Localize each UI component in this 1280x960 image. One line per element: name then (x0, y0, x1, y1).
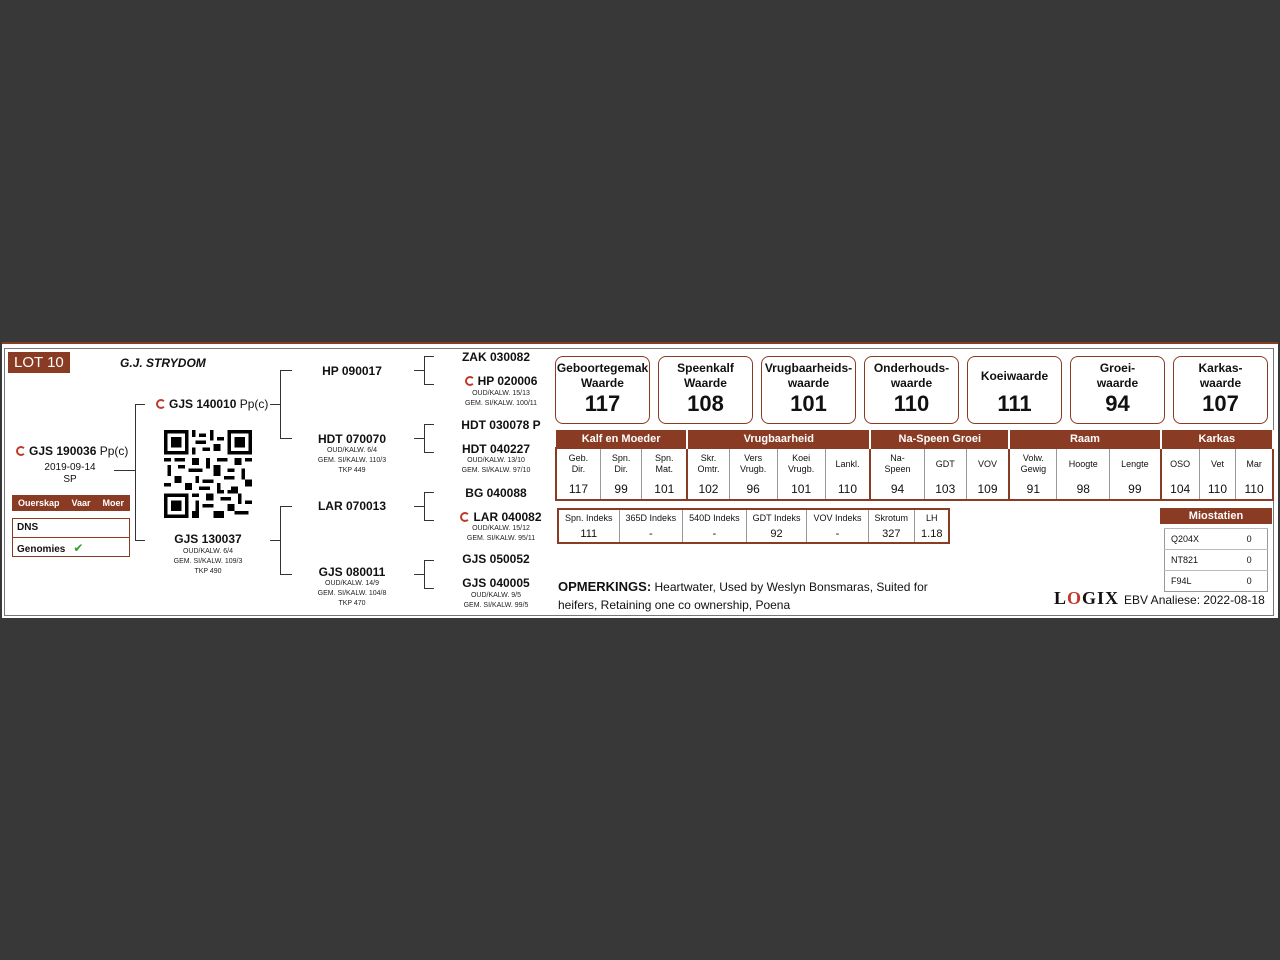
value-box-cow (967, 356, 1062, 424)
connector (135, 540, 145, 541)
value-box-carcass (1173, 356, 1268, 424)
ggp-dsd (446, 510, 556, 524)
ebv-label: Mar (1236, 448, 1273, 479)
myostatin-row (1165, 571, 1268, 592)
ggp-sds: HDT 030078 P (461, 418, 541, 432)
grand-dam-sire: HDT 070070 (317, 432, 387, 446)
ggp-sdd-calving: OUD/KALW. 13/10 (467, 457, 525, 464)
myostatin-table (1164, 528, 1268, 592)
index-value: - (807, 526, 868, 543)
value-box-value: 117 (584, 391, 621, 416)
group-post-wean: Na-Speen Groei (870, 430, 1009, 448)
ggp-dss: BG 040088 (465, 486, 527, 500)
index-value: 92 (746, 526, 807, 543)
ebv-analysis-date: EBV Analiese: 2022-08-18 (1124, 593, 1265, 607)
ebv-label: Vet (1199, 448, 1235, 479)
ownership-header (12, 495, 130, 511)
value-box-title: Karkas- waarde (1198, 361, 1243, 390)
value-box-value: 108 (687, 391, 724, 416)
connector (424, 520, 434, 521)
index-label: Spn. Indeks (558, 509, 619, 526)
genomics-row (13, 538, 129, 556)
myostatin-key: F94L (1165, 571, 1241, 592)
value-box-value: 110 (893, 391, 930, 416)
group-carcass: Karkas (1161, 430, 1273, 448)
genomics-logo-icon (460, 512, 470, 522)
grand-sire-sire: HP 090017 (322, 364, 382, 378)
ebv-value: 96 (729, 479, 777, 500)
myostatin-row (1165, 550, 1268, 571)
ebv-label: OSO (1161, 448, 1200, 479)
animal-id (16, 444, 128, 458)
animal-suffix: Pp(c) (99, 444, 129, 458)
lot-card (2, 342, 1278, 618)
ggp-ssd-wean: GEM. SI/KALW. 100/11 (464, 400, 538, 407)
myostatin-key: NT821 (1165, 550, 1241, 571)
value-box-birth-ease (555, 356, 650, 424)
ggp-dsd-calving: OUD/KALW. 15/12 (472, 525, 530, 532)
logix-logo: LOGIX (1054, 588, 1120, 608)
ebv-label: GDT (924, 448, 966, 479)
ebv-label: Spn. Mat. (642, 448, 687, 479)
myostatin-panel (1160, 508, 1272, 592)
index-label: VOV Indeks (807, 509, 868, 526)
qr-code (164, 430, 252, 518)
connector (135, 404, 136, 540)
genomics-logo-icon (465, 376, 475, 386)
group-frame: Raam (1009, 430, 1160, 448)
connector (424, 492, 425, 520)
connector (270, 404, 280, 405)
index-value: - (683, 526, 747, 543)
ggp-dsd-wean: GEM. SI/KALW. 95/11 (466, 535, 536, 542)
myostatin-key: Q204X (1165, 529, 1241, 550)
ebv-label: Koei Vrugb. (777, 448, 825, 479)
connector (424, 356, 425, 384)
myostatin-value: 0 (1241, 529, 1268, 550)
genomics-logo-icon (156, 399, 166, 409)
value-box-title: Onderhouds- waarde (873, 361, 950, 390)
value-box-value: 94 (1105, 391, 1130, 416)
sire-id (156, 397, 268, 411)
ebv-value: 110 (1236, 479, 1273, 500)
connector (424, 588, 434, 589)
myostatin-value: 0 (1241, 550, 1268, 571)
connector (414, 506, 424, 507)
connector (135, 404, 145, 405)
ebv-value: 101 (777, 479, 825, 500)
dam-label: Moer (102, 498, 124, 508)
group-fertility: Vrugbaarheid (687, 430, 870, 448)
genomic-tests (12, 518, 130, 557)
ebv-value: 117 (556, 479, 600, 500)
breeder-name: G.J. STRYDOM (120, 356, 206, 370)
grand-dam-dam-wean: GEM. SI/KALW. 104/8 (317, 590, 387, 597)
ggp-ssd-text: HP 020006 (477, 374, 538, 388)
connector (280, 506, 292, 507)
connector (280, 506, 281, 574)
ebv-value: 98 (1057, 479, 1110, 500)
value-box-maintenance (864, 356, 959, 424)
connector (424, 384, 434, 385)
connector (424, 560, 434, 561)
ggp-dsd-text: LAR 040082 (473, 510, 542, 524)
ownership-label: Ouerskap (17, 498, 60, 508)
remarks (558, 578, 948, 614)
ebv-label: Spn. Dir. (600, 448, 641, 479)
ggp-ddd-wean: GEM. SI/KALW. 99/5 (463, 602, 529, 609)
connector (424, 492, 434, 493)
animal-type: SP (63, 474, 77, 485)
index-value: 327 (868, 526, 915, 543)
ebv-value: 110 (1199, 479, 1235, 500)
value-box-value: 101 (790, 391, 827, 416)
connector (424, 452, 434, 453)
animal-dob: 2019-09-14 (44, 462, 96, 473)
grand-dam-sire-wean: GEM. SI/KALW. 110/3 (317, 457, 387, 464)
index-value: 1.18 (915, 526, 950, 543)
index-value: 111 (558, 526, 619, 543)
grand-dam-dam-tkp: TKP 470 (338, 600, 366, 607)
value-box-growth (1070, 356, 1165, 424)
dam-id: GJS 130037 (174, 532, 242, 546)
value-box-title: Groei- waarde (1096, 361, 1139, 390)
genomics-logo-icon (16, 446, 26, 456)
dam-tkp: TKP 490 (194, 568, 222, 575)
ebv-label: Hoogte (1057, 448, 1110, 479)
dam-calving: OUD/KALW. 6/4 (182, 548, 234, 555)
ebv-value: 99 (1110, 479, 1161, 500)
connector (424, 560, 425, 588)
index-label: GDT Indeks (746, 509, 807, 526)
ebv-label: Geb. Dir. (556, 448, 600, 479)
connector (414, 370, 424, 371)
ebv-value: 104 (1161, 479, 1200, 500)
ebv-value: 94 (870, 479, 924, 500)
value-box-fertility (761, 356, 856, 424)
connector (424, 424, 425, 452)
myostatin-value: 0 (1241, 571, 1268, 592)
lot-number: LOT 10 (8, 352, 70, 373)
sire-label: Vaar (71, 498, 91, 508)
remarks-text: Heartwater, Used by Weslyn Bonsmaras, Suited for heifers, Retaining one co ownership, Poena (558, 580, 928, 612)
connector (270, 540, 280, 541)
grand-dam-dam-calving: OUD/KALW. 14/9 (325, 580, 379, 587)
index-label: 365D Indeks (619, 509, 683, 526)
sire-id-text: GJS 140010 (169, 397, 237, 411)
ggp-ssd (446, 374, 556, 388)
check-icon: ✔ (73, 541, 84, 555)
grand-dam-sire-tkp: TKP 449 (338, 467, 366, 474)
index-label: Skrotum (868, 509, 915, 526)
ggp-dds: GJS 050052 (462, 552, 530, 566)
index-value: - (619, 526, 683, 543)
ebv-value: 99 (600, 479, 641, 500)
dam-wean: GEM. SI/KALW. 109/3 (173, 558, 243, 565)
animal-id-text: GJS 190036 (29, 444, 97, 458)
connector (280, 438, 292, 439)
value-box-title: Speenkalf Waarde (677, 361, 734, 390)
ggp-ddd-calving: OUD/KALW. 9/5 (470, 592, 522, 599)
myostatin-title: Miostatien (1160, 508, 1272, 524)
ebv-value: 109 (966, 479, 1009, 500)
connector (424, 356, 434, 357)
connector (114, 470, 136, 471)
grand-sire-dam: LAR 070013 (317, 499, 387, 513)
remarks-label: OPMERKINGS: (558, 579, 652, 594)
value-boxes (555, 356, 1268, 424)
dns-row (13, 519, 129, 538)
ebv-value: 101 (642, 479, 687, 500)
connector (280, 574, 292, 575)
connector (414, 438, 424, 439)
value-box-value: 107 (1202, 391, 1239, 416)
ebv-value: 103 (924, 479, 966, 500)
myostatin-row (1165, 529, 1268, 550)
group-calf-dam: Kalf en Moeder (556, 430, 687, 448)
connector (424, 424, 434, 425)
connector (280, 370, 292, 371)
ggp-ssd-calving: OUD/KALW. 15/13 (472, 390, 530, 397)
sire-suffix: Pp(c) (239, 397, 269, 411)
ebv-value: 110 (825, 479, 870, 500)
index-label: LH (915, 509, 950, 526)
ebv-value: 102 (687, 479, 729, 500)
connector (414, 574, 424, 575)
value-box-title: Vrugbaarheids- waarde (764, 361, 853, 390)
grand-dam-sire-calving: OUD/KALW. 6/4 (326, 447, 378, 454)
index-label: 540D Indeks (683, 509, 747, 526)
ebv-label: VOV (966, 448, 1009, 479)
ebv-label: Lengte (1110, 448, 1161, 479)
dns-label: DNS (17, 522, 39, 533)
ebv-value: 91 (1009, 479, 1057, 500)
ebv-label: Volw. Gewig (1009, 448, 1057, 479)
value-box-value: 111 (997, 391, 1032, 416)
ggp-sdd: HDT 040227 (461, 442, 531, 456)
value-box-title: Koeiwaarde (980, 368, 1049, 383)
grand-dam-dam: GJS 080011 (318, 565, 386, 579)
value-box-weaner (658, 356, 753, 424)
index-table (557, 508, 950, 544)
ebv-label: Vers Vrugb. (729, 448, 777, 479)
ebv-label: Lankl. (825, 448, 870, 479)
connector (280, 370, 281, 438)
ebv-table (555, 430, 1274, 501)
value-box-title: Geboortegemak Waarde (556, 361, 649, 390)
ebv-label: Skr. Omtr. (687, 448, 729, 479)
ggp-sss: ZAK 030082 (461, 350, 531, 364)
ggp-sdd-wean: GEM. SI/KALW. 97/10 (461, 467, 531, 474)
ggp-ddd: GJS 040005 (462, 576, 530, 590)
ebv-label: Na- Speen (870, 448, 924, 479)
genomics-label: Genomies (17, 544, 66, 555)
